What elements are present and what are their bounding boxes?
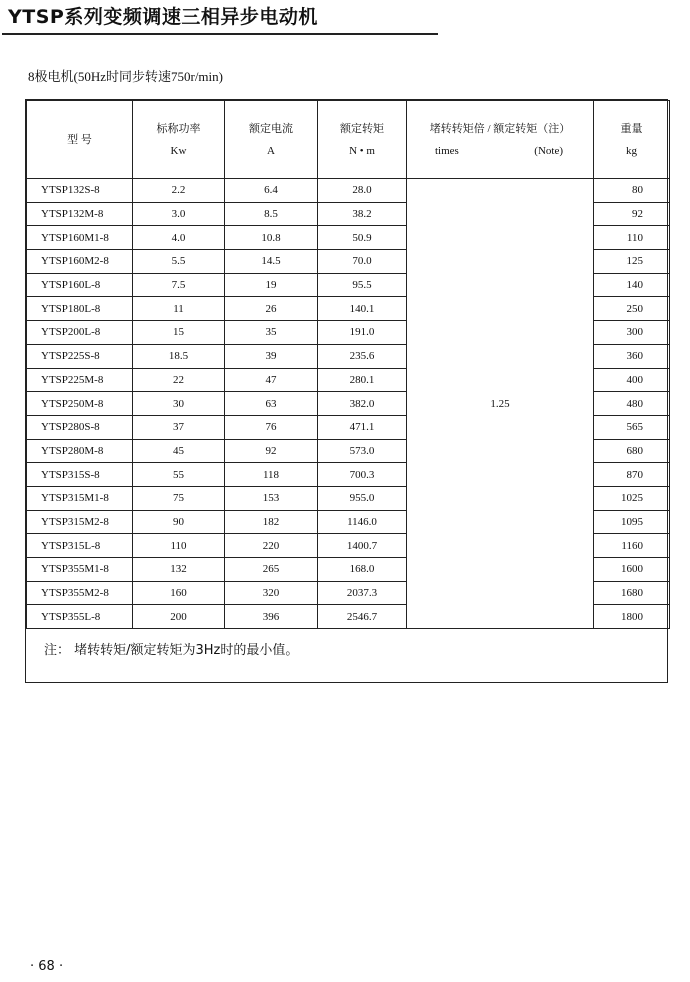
- cell-torque: 1400.7: [318, 534, 407, 558]
- cell-weight: 1025: [594, 486, 670, 510]
- cell-torque: 573.0: [318, 439, 407, 463]
- cell-power: 11: [133, 297, 225, 321]
- table-header-row: [27, 101, 670, 179]
- cell-model: YTSP225M-8: [27, 368, 133, 392]
- header-ratio-note: (Note): [534, 144, 563, 157]
- cell-weight: 400: [594, 368, 670, 392]
- cell-model: YTSP160M1-8: [27, 226, 133, 250]
- page-number: · 68 ·: [30, 959, 64, 974]
- cell-current: 10.8: [225, 226, 318, 250]
- header-torque-label: 额定转矩: [340, 122, 384, 135]
- cell-current: 6.4: [225, 179, 318, 203]
- cell-current: 76: [225, 415, 318, 439]
- cell-torque: 2546.7: [318, 605, 407, 629]
- cell-current: 35: [225, 321, 318, 345]
- cell-power: 3.0: [133, 202, 225, 226]
- cell-weight: 300: [594, 321, 670, 345]
- cell-weight: 1600: [594, 558, 670, 582]
- cell-power: 55: [133, 463, 225, 487]
- title-rule: [2, 33, 438, 35]
- cell-torque: 140.1: [318, 297, 407, 321]
- cell-current: 39: [225, 344, 318, 368]
- page-title: YTSP系列变频调速三相异步电动机: [8, 6, 318, 28]
- cell-weight: 1095: [594, 510, 670, 534]
- cell-ratio-value: 1.25: [407, 179, 594, 629]
- spec-table-frame: [25, 99, 668, 683]
- cell-model: YTSP355M1-8: [27, 558, 133, 582]
- cell-power: 90: [133, 510, 225, 534]
- cell-weight: 80: [594, 179, 670, 203]
- header-weight: [594, 101, 670, 179]
- cell-current: 118: [225, 463, 318, 487]
- spec-table: [26, 100, 670, 629]
- cell-weight: 125: [594, 250, 670, 274]
- cell-current: 92: [225, 439, 318, 463]
- cell-model: YTSP315L-8: [27, 534, 133, 558]
- cell-power: 15: [133, 321, 225, 345]
- cell-model: YTSP225S-8: [27, 344, 133, 368]
- cell-weight: 565: [594, 415, 670, 439]
- cell-model: YTSP280S-8: [27, 415, 133, 439]
- cell-power: 7.5: [133, 273, 225, 297]
- header-torque-unit: N • m: [349, 144, 375, 157]
- cell-torque: 280.1: [318, 368, 407, 392]
- header-weight-unit: kg: [626, 144, 637, 157]
- header-model-label: 型 号: [67, 133, 92, 146]
- header-ratio-label: 堵转转矩倍 / 额定转矩（注）: [429, 122, 571, 135]
- header-ratio: [407, 101, 594, 179]
- cell-current: 19: [225, 273, 318, 297]
- cell-torque: 168.0: [318, 558, 407, 582]
- cell-power: 200: [133, 605, 225, 629]
- cell-power: 37: [133, 415, 225, 439]
- cell-weight: 1800: [594, 605, 670, 629]
- cell-model: YTSP200L-8: [27, 321, 133, 345]
- cell-power: 160: [133, 581, 225, 605]
- cell-power: 110: [133, 534, 225, 558]
- cell-model: YTSP315S-8: [27, 463, 133, 487]
- cell-torque: 955.0: [318, 486, 407, 510]
- header-model: [27, 101, 133, 179]
- cell-current: 265: [225, 558, 318, 582]
- cell-weight: 1160: [594, 534, 670, 558]
- header-weight-label: 重量: [620, 122, 643, 135]
- cell-torque: 1146.0: [318, 510, 407, 534]
- cell-power: 18.5: [133, 344, 225, 368]
- cell-model: YTSP315M1-8: [27, 486, 133, 510]
- subtitle: 8极电机(50Hz时同步转速750r/min): [28, 69, 223, 84]
- header-power-label: 标称功率: [156, 122, 201, 135]
- cell-torque: 700.3: [318, 463, 407, 487]
- header-current-label: 额定电流: [249, 122, 293, 135]
- cell-weight: 92: [594, 202, 670, 226]
- cell-power: 2.2: [133, 179, 225, 203]
- cell-power: 75: [133, 486, 225, 510]
- cell-current: 63: [225, 392, 318, 416]
- cell-model: YTSP355L-8: [27, 605, 133, 629]
- cell-power: 30: [133, 392, 225, 416]
- cell-model: YTSP132S-8: [27, 179, 133, 203]
- header-torque: [318, 101, 407, 179]
- cell-model: YTSP180L-8: [27, 297, 133, 321]
- cell-model: YTSP250M-8: [27, 392, 133, 416]
- table-row: [27, 179, 670, 203]
- cell-model: YTSP315M2-8: [27, 510, 133, 534]
- cell-power: 22: [133, 368, 225, 392]
- header-ratio-unit: times: [435, 144, 459, 157]
- cell-model: YTSP160L-8: [27, 273, 133, 297]
- cell-current: 153: [225, 486, 318, 510]
- cell-current: 14.5: [225, 250, 318, 274]
- cell-current: 396: [225, 605, 318, 629]
- cell-weight: 250: [594, 297, 670, 321]
- table-body: [27, 179, 670, 629]
- cell-power: 45: [133, 439, 225, 463]
- table-note: 注： 堵转转矩/额定转矩为3Hz时的最小值。: [44, 643, 299, 658]
- cell-current: 320: [225, 581, 318, 605]
- cell-torque: 471.1: [318, 415, 407, 439]
- cell-torque: 38.2: [318, 202, 407, 226]
- cell-power: 5.5: [133, 250, 225, 274]
- cell-power: 4.0: [133, 226, 225, 250]
- cell-current: 182: [225, 510, 318, 534]
- cell-weight: 480: [594, 392, 670, 416]
- header-current: [225, 101, 318, 179]
- cell-current: 47: [225, 368, 318, 392]
- cell-weight: 360: [594, 344, 670, 368]
- header-power: [133, 101, 225, 179]
- cell-weight: 1680: [594, 581, 670, 605]
- header-current-unit: A: [267, 144, 275, 157]
- cell-current: 220: [225, 534, 318, 558]
- cell-torque: 2037.3: [318, 581, 407, 605]
- cell-torque: 191.0: [318, 321, 407, 345]
- cell-weight: 870: [594, 463, 670, 487]
- cell-current: 8.5: [225, 202, 318, 226]
- cell-weight: 680: [594, 439, 670, 463]
- cell-model: YTSP132M-8: [27, 202, 133, 226]
- cell-torque: 50.9: [318, 226, 407, 250]
- cell-torque: 382.0: [318, 392, 407, 416]
- cell-torque: 95.5: [318, 273, 407, 297]
- cell-torque: 235.6: [318, 344, 407, 368]
- cell-torque: 28.0: [318, 179, 407, 203]
- cell-current: 26: [225, 297, 318, 321]
- cell-weight: 110: [594, 226, 670, 250]
- header-power-unit: Kw: [170, 144, 187, 157]
- cell-weight: 140: [594, 273, 670, 297]
- cell-model: YTSP160M2-8: [27, 250, 133, 274]
- cell-torque: 70.0: [318, 250, 407, 274]
- header-ratio-unit-line: [407, 140, 593, 162]
- cell-power: 132: [133, 558, 225, 582]
- cell-model: YTSP280M-8: [27, 439, 133, 463]
- cell-model: YTSP355M2-8: [27, 581, 133, 605]
